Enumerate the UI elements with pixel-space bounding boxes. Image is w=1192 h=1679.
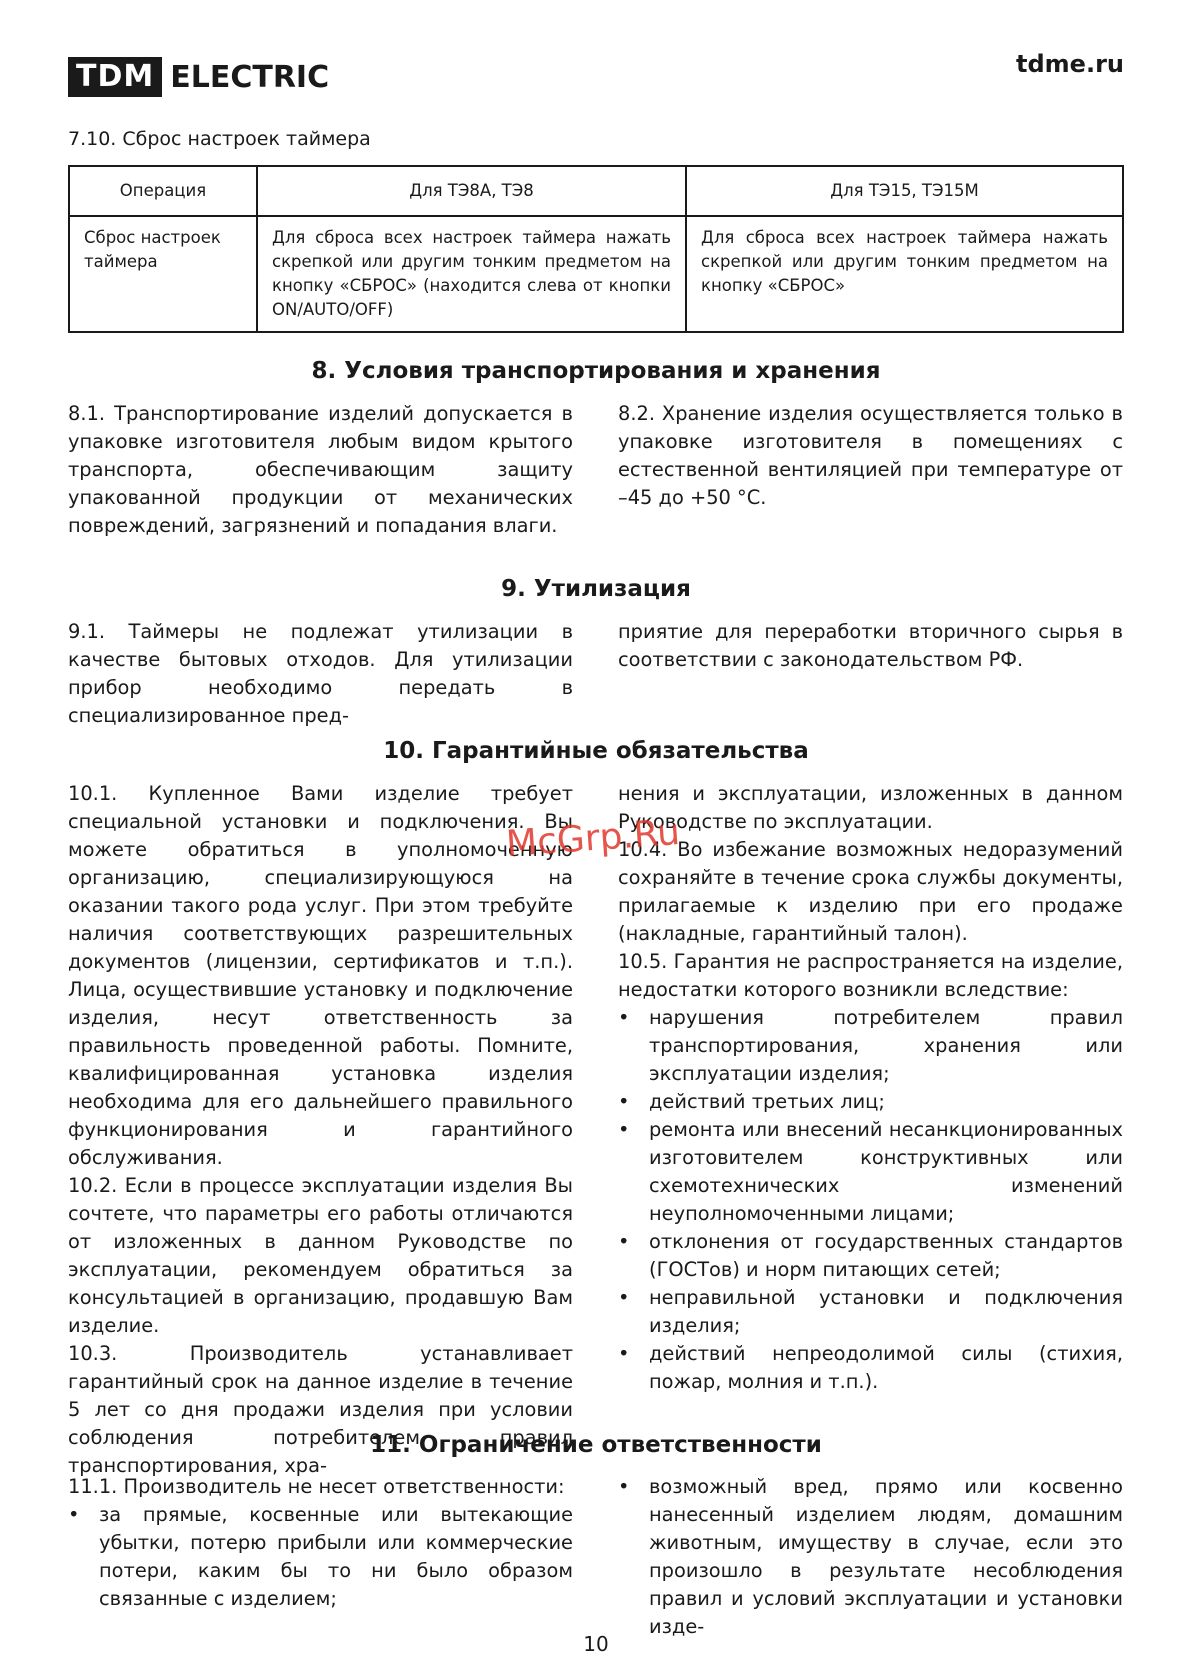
paragraph-8-2: 8.2. Хранение изделия осуществляется только в упаковке изготовителя в помещениях с естественной вентиляцией при температуре от –45 до +50 °С. bbox=[618, 402, 1123, 509]
list-item: • действий непреодолимой силы (стихия, пожар, молния и т.п.). bbox=[618, 1340, 1123, 1396]
table-title: 7.10. Сброс настроек таймера bbox=[68, 128, 371, 150]
paragraph-10-5: 10.5. Гарантия не распространяется на изделие, недостатки которого возникли вследствие: bbox=[618, 950, 1123, 1001]
paragraph-9-1: 9.1. Таймеры не подлежат утилизации в качестве бытовых отходов. Для утилизации прибор необходимо передать в специализированное пред- bbox=[68, 620, 573, 727]
header-operation: Операция bbox=[69, 166, 257, 216]
section-11-heading: 11. Ограничение ответственности bbox=[370, 1432, 822, 1458]
list-item: • отклонения от государственных стандартов (ГОСТов) и норм питающих сетей; bbox=[618, 1228, 1123, 1284]
table-row bbox=[69, 216, 1123, 332]
section-11-right bbox=[618, 1473, 1123, 1641]
cell-te8: Для сброса всех настроек таймера нажать скрепкой или другим тонким предметом на кнопку «СБРОС» (находится слева от кнопки ON/AUTO/OFF) bbox=[257, 216, 686, 332]
section-10-right bbox=[618, 780, 1123, 1396]
section-9-right bbox=[618, 618, 1123, 674]
section-8-heading: 8. Условия транспортирования и хранения bbox=[311, 358, 881, 384]
paragraph-10-4: 10.4. Во избежание возможных недоразумений сохраняйте в течение срока службы документы, прилагаемые к изделию при его продаже (накладные, гарантийный талон). bbox=[618, 838, 1123, 945]
logo-text: ELECTRIC bbox=[170, 59, 330, 95]
section-10-left bbox=[68, 780, 573, 1480]
section-9-left bbox=[68, 618, 573, 730]
table-header-row bbox=[69, 166, 1123, 216]
section-11-left bbox=[68, 1473, 573, 1613]
header-te15: Для ТЭ15, ТЭ15М bbox=[686, 166, 1123, 216]
paragraph-10-3: 10.3. Производитель устанавливает гарантийный срок на данное изделие в течение 5 лет со дня продажи изделия при условии соблюдения потребителем правил транспортирования, хра- bbox=[68, 1342, 573, 1477]
paragraph-11-1: 11.1. Производитель не несет ответственности: bbox=[68, 1475, 565, 1498]
paragraph-8-1: 8.1. Транспортирование изделий допускается в упаковке изготовителя любым видом крытого транспорта, обеспечивающим защиту упакованной продукции от механических повреждений, загрязнений и попадания влаги. bbox=[68, 402, 573, 537]
list-item: • за прямые, косвенные или вытекающие убытки, потерю прибыли или коммерческие потери, каким бы то ни было образом связанные с изделием; bbox=[68, 1501, 573, 1613]
logo-box: TDM bbox=[68, 57, 162, 97]
section-10-heading: 10. Гарантийные обязательства bbox=[383, 738, 809, 764]
paragraph-10-1: 10.1. Купленное Вами изделие требует специальной установки и подключения. Вы можете обратиться в уполномоченную организацию, специализирующуюся на оказании такого рода услуг. При этом требуйте наличия соответствующих разрешительных документов (лицензии, сертификатов и т.п.). Лица, осуществившие установку и подключение изделия, несут ответственность за правильность проведенной работы. Помните, квалифицированная установка изделия необходима для его дальнейшего правильного функционирования и гарантийного обслуживания. bbox=[68, 782, 573, 1169]
section-8-left bbox=[68, 400, 573, 540]
paragraph-10-3-cont: нения и эксплуатации, изложенных в данном Руководстве по эксплуатации. bbox=[618, 782, 1123, 833]
tdm-electric-logo bbox=[68, 57, 329, 97]
liability-list-left bbox=[68, 1501, 573, 1613]
paragraph-10-2: 10.2. Если в процессе эксплуатации изделия Вы сочтете, что параметры его работы отличаются от изложенных в данном Руководстве по эксплуатации, рекомендуем обратиться за консультацией в организацию, продавшую Вам изделие. bbox=[68, 1174, 573, 1337]
header-te8: Для ТЭ8А, ТЭ8 bbox=[257, 166, 686, 216]
reset-settings-table bbox=[68, 165, 1124, 333]
list-item: • нарушения потребителем правил транспортирования, хранения или эксплуатации изделия; bbox=[618, 1004, 1123, 1088]
paragraph-9-1-cont: приятие для переработки вторичного сырья в соответствии с законодательством РФ. bbox=[618, 620, 1123, 671]
site-url[interactable]: tdme.ru bbox=[1016, 50, 1124, 78]
list-item: • неправильной установки и подключения изделия; bbox=[618, 1284, 1123, 1340]
list-item: • возможный вред, прямо или косвенно нанесенный изделием людям, домашним животным, имуществу в случае, если это произошло в результате несоблюдения правил и условий эксплуатации и установки изде- bbox=[618, 1473, 1123, 1641]
section-9-heading: 9. Утилизация bbox=[501, 576, 691, 602]
exclusions-list bbox=[618, 1004, 1123, 1396]
liability-list-right bbox=[618, 1473, 1123, 1641]
list-item: • действий третьих лиц; bbox=[618, 1088, 1123, 1116]
watermark: McGrp.Ru bbox=[504, 811, 682, 866]
cell-te15: Для сброса всех настроек таймера нажать скрепкой или другим тонким предметом на кнопку «СБРОС» bbox=[686, 216, 1123, 332]
cell-operation: Сброс настроек таймера bbox=[69, 216, 257, 332]
list-item: • ремонта или внесений несанкционированных изготовителем конструктивных или схемотехнических изменений неуполномоченными лицами; bbox=[618, 1116, 1123, 1228]
section-8-right bbox=[618, 400, 1123, 512]
page-number: 10 bbox=[583, 1632, 609, 1656]
